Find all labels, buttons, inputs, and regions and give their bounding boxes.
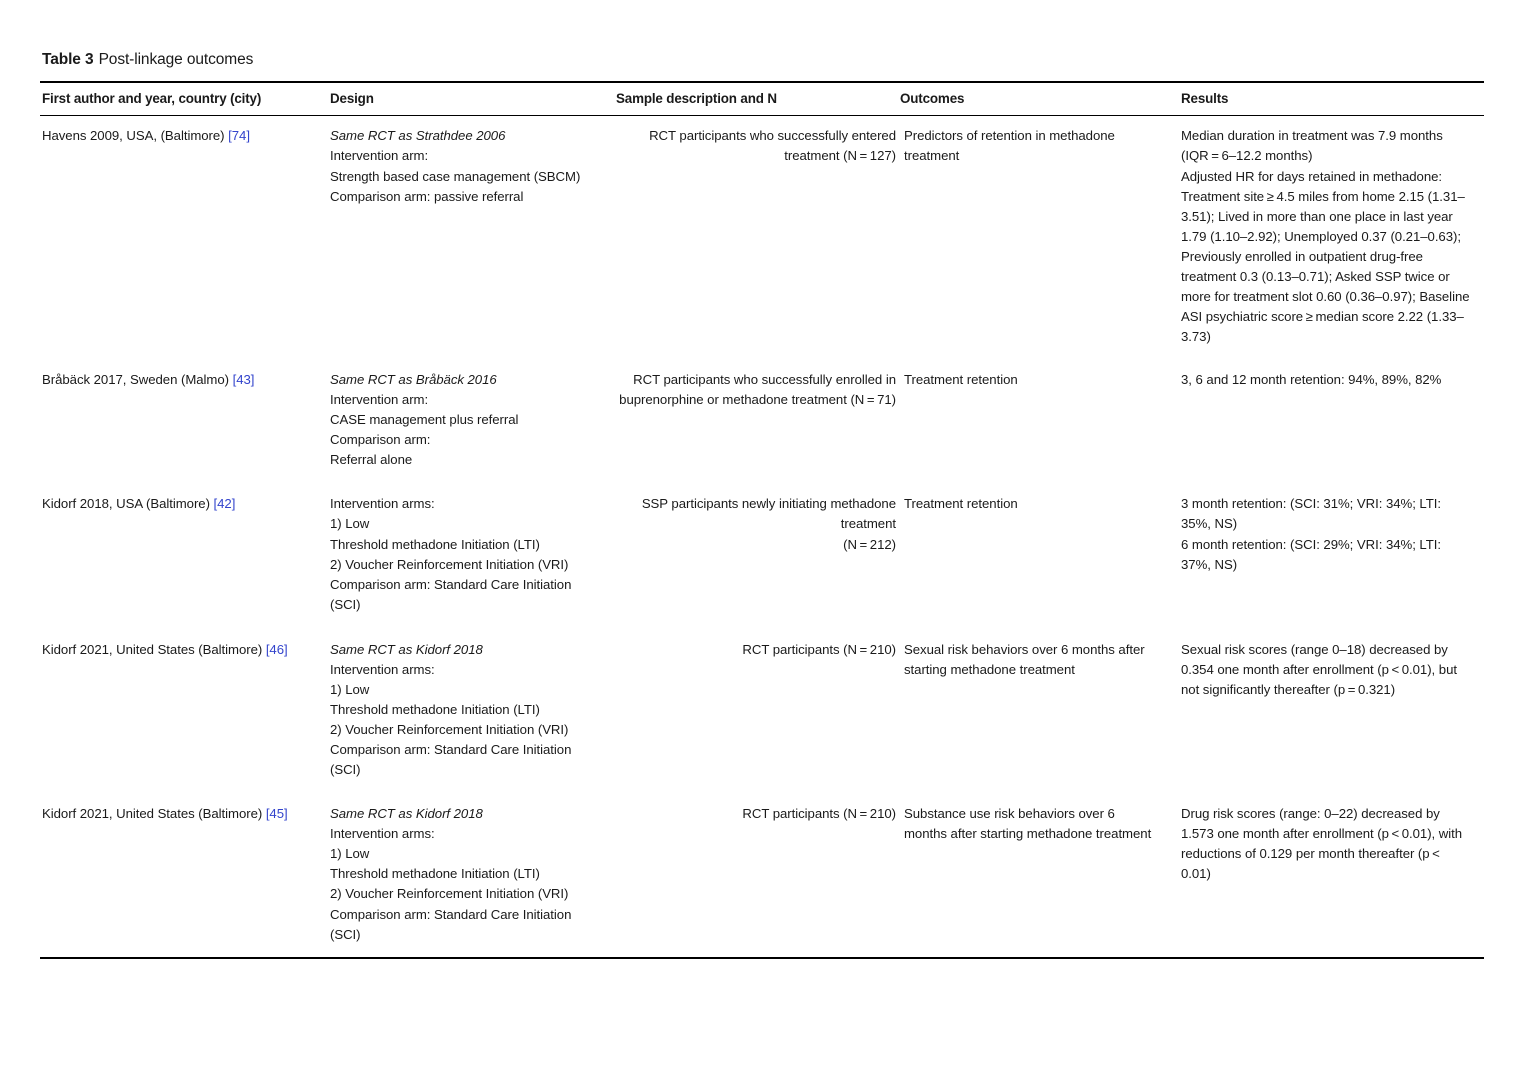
cell-line: RCT participants (N = 210) xyxy=(742,806,896,822)
cell-study xyxy=(40,481,330,625)
cell-study xyxy=(40,626,330,791)
citation-link[interactable]: [43] xyxy=(232,372,255,388)
column-header-outcomes: Outcomes xyxy=(900,82,1181,116)
cell-outcomes xyxy=(900,116,1181,358)
table-caption-label: Table 3 xyxy=(42,51,94,68)
cell-results xyxy=(1181,358,1484,481)
cell-line: 2) Voucher Reinforcement Initiation (VRI) xyxy=(330,886,569,902)
cell-line: 6 month retention: (SCI: 29%; VRI: 34%; LTI: 37%, NS) xyxy=(1181,536,1441,572)
cell-sample xyxy=(616,626,900,791)
cell-line: RCT participants who successfully entered treatment (N = 127) xyxy=(649,128,896,164)
cell-results xyxy=(1181,116,1484,358)
cell-line: 1) Low xyxy=(330,681,370,697)
cell-line: Intervention arm: xyxy=(330,148,429,164)
column-header-sample: Sample description and N xyxy=(616,82,900,116)
table-header xyxy=(40,82,1484,116)
cell-sample xyxy=(616,358,900,481)
study-label: Kidorf 2018, USA (Baltimore) xyxy=(42,496,214,512)
table-body xyxy=(40,116,1484,958)
design-reference-line: Same RCT as Kidorf 2018 xyxy=(330,641,483,657)
table-row xyxy=(40,626,1484,791)
cell-sample xyxy=(616,481,900,625)
design-reference-line: Same RCT as Strathdee 2006 xyxy=(330,128,506,144)
cell-design xyxy=(330,358,616,481)
cell-line: Intervention arms: xyxy=(330,496,435,512)
cell-line: CASE management plus referral xyxy=(330,412,519,428)
cell-design xyxy=(330,626,616,791)
design-reference-line: Same RCT as Bråbäck 2016 xyxy=(330,372,497,388)
column-header-study: First author and year, country (city) xyxy=(40,82,330,116)
cell-sample xyxy=(616,791,900,957)
cell-study xyxy=(40,358,330,481)
cell-line: Sexual risk behaviors over 6 months after starting methadone treatment xyxy=(904,641,1145,677)
cell-outcomes xyxy=(900,626,1181,791)
citation-link[interactable]: [46] xyxy=(265,641,288,657)
cell-line: Comparison arm: xyxy=(330,432,431,448)
cell-line: RCT participants (N = 210) xyxy=(742,641,896,657)
cell-line: (N = 212) xyxy=(843,536,896,552)
cell-results xyxy=(1181,626,1484,791)
citation-link[interactable]: [74] xyxy=(228,128,250,144)
cell-line: 3, 6 and 12 month retention: 94%, 89%, 82% xyxy=(1181,372,1442,388)
cell-line: 2) Voucher Reinforcement Initiation (VRI) xyxy=(330,722,569,737)
table-bottom-rule-row xyxy=(40,958,1484,959)
citation-link[interactable]: [42] xyxy=(213,496,236,512)
cell-study xyxy=(40,791,330,957)
table-row xyxy=(40,791,1484,957)
post-linkage-outcomes-table xyxy=(40,81,1484,958)
study-label: Havens 2009, USA, (Baltimore) xyxy=(42,128,229,144)
cell-line: 3 month retention: (SCI: 31%; VRI: 34%; LTI: 35%, NS) xyxy=(1181,496,1441,532)
cell-line: Sexual risk scores (range 0–18) decreased by 0.354 one month after enrollment (p < 0.01), but not significantly thereafter (p = 0.321) xyxy=(1181,641,1457,697)
cell-line: Median duration in treatment was 7.9 months xyxy=(1181,128,1443,144)
cell-outcomes xyxy=(900,481,1181,625)
cell-line: RCT participants who successfully enrolled in buprenorphine or methadone treatment (N = 71) xyxy=(619,372,896,408)
table-caption xyxy=(42,50,1486,69)
cell-line: Adjusted HR for days retained in methadone: Treatment site ≥ 4.5 miles from home 2.15 (1.31–3.51); Lived in more than one place in last year 1.79 (1.10–2.92); Unemployed 0.37 (0.21–0.63); Previously enrolled in outpatient drug-free treatment 0.3 (0.13–0.71); Asked SSP twice or more for treatment slot 0.60 (0.36–0.97); Baseline ASI psychiatric score ≥ median score 2.22 (1.33–3.73) xyxy=(1181,168,1470,344)
cell-line: Comparison arm: Standard Care Initiation (SCI) xyxy=(330,906,572,942)
cell-line: Treatment retention xyxy=(904,372,1018,388)
cell-outcomes xyxy=(900,791,1181,957)
cell-line: Threshold methadone Initiation (LTI) xyxy=(330,866,540,882)
cell-line: Substance use risk behaviors over 6 months after starting methadone treatment xyxy=(904,806,1152,842)
table-row xyxy=(40,116,1484,358)
column-header-design: Design xyxy=(330,82,616,116)
table-footer-rule xyxy=(40,958,1484,959)
cell-line: Referral alone xyxy=(330,452,413,468)
cell-sample xyxy=(616,116,900,358)
cell-design xyxy=(330,791,616,957)
cell-design xyxy=(330,116,616,358)
cell-line: Comparison arm: passive referral xyxy=(330,188,524,204)
cell-line: Intervention arms: xyxy=(330,661,435,677)
table-header-row xyxy=(40,82,1484,116)
cell-outcomes xyxy=(900,358,1181,481)
cell-line: Threshold methadone Initiation (LTI) xyxy=(330,701,540,717)
cell-line: Treatment retention xyxy=(904,496,1018,512)
cell-line: 2) Voucher Reinforcement Initiation (VRI) xyxy=(330,556,569,572)
cell-results xyxy=(1181,791,1484,957)
design-reference-line: Same RCT as Kidorf 2018 xyxy=(330,806,483,822)
table-row xyxy=(40,481,1484,625)
cell-results xyxy=(1181,481,1484,625)
cell-line: (IQR = 6–12.2 months) xyxy=(1181,148,1313,164)
citation-link[interactable]: [45] xyxy=(265,806,288,822)
study-label: Kidorf 2021, United States (Baltimore) xyxy=(42,806,266,822)
cell-line: Intervention arm: xyxy=(330,392,429,408)
cell-line: 1) Low xyxy=(330,846,370,862)
study-label: Bråbäck 2017, Sweden (Malmo) xyxy=(42,372,233,388)
table-bottom-rule xyxy=(40,958,1484,959)
column-header-results: Results xyxy=(1181,82,1484,116)
study-label: Kidorf 2021, United States (Baltimore) xyxy=(42,641,266,657)
cell-line: 1) Low xyxy=(330,516,370,532)
table-row xyxy=(40,358,1484,481)
cell-line: Drug risk scores (range: 0–22) decreased by 1.573 one month after enrollment (p < 0.01), with reductions of 0.129 per month thereafter (p < 0.01) xyxy=(1181,806,1463,882)
cell-study xyxy=(40,116,330,358)
table-caption-text: Post-linkage outcomes xyxy=(98,51,254,68)
cell-design xyxy=(330,481,616,625)
cell-line: Comparison arm: Standard Care Initiation (SCI) xyxy=(330,742,572,778)
cell-line: Intervention arms: xyxy=(330,826,435,842)
cell-line: Comparison arm: Standard Care Initiation (SCI) xyxy=(330,576,572,612)
cell-line: Predictors of retention in methadone treatment xyxy=(904,128,1115,164)
cell-line: Threshold methadone Initiation (LTI) xyxy=(330,536,540,552)
cell-line: SSP participants newly initiating methadone treatment xyxy=(641,496,896,532)
cell-line: Strength based case management (SBCM) xyxy=(330,168,581,184)
